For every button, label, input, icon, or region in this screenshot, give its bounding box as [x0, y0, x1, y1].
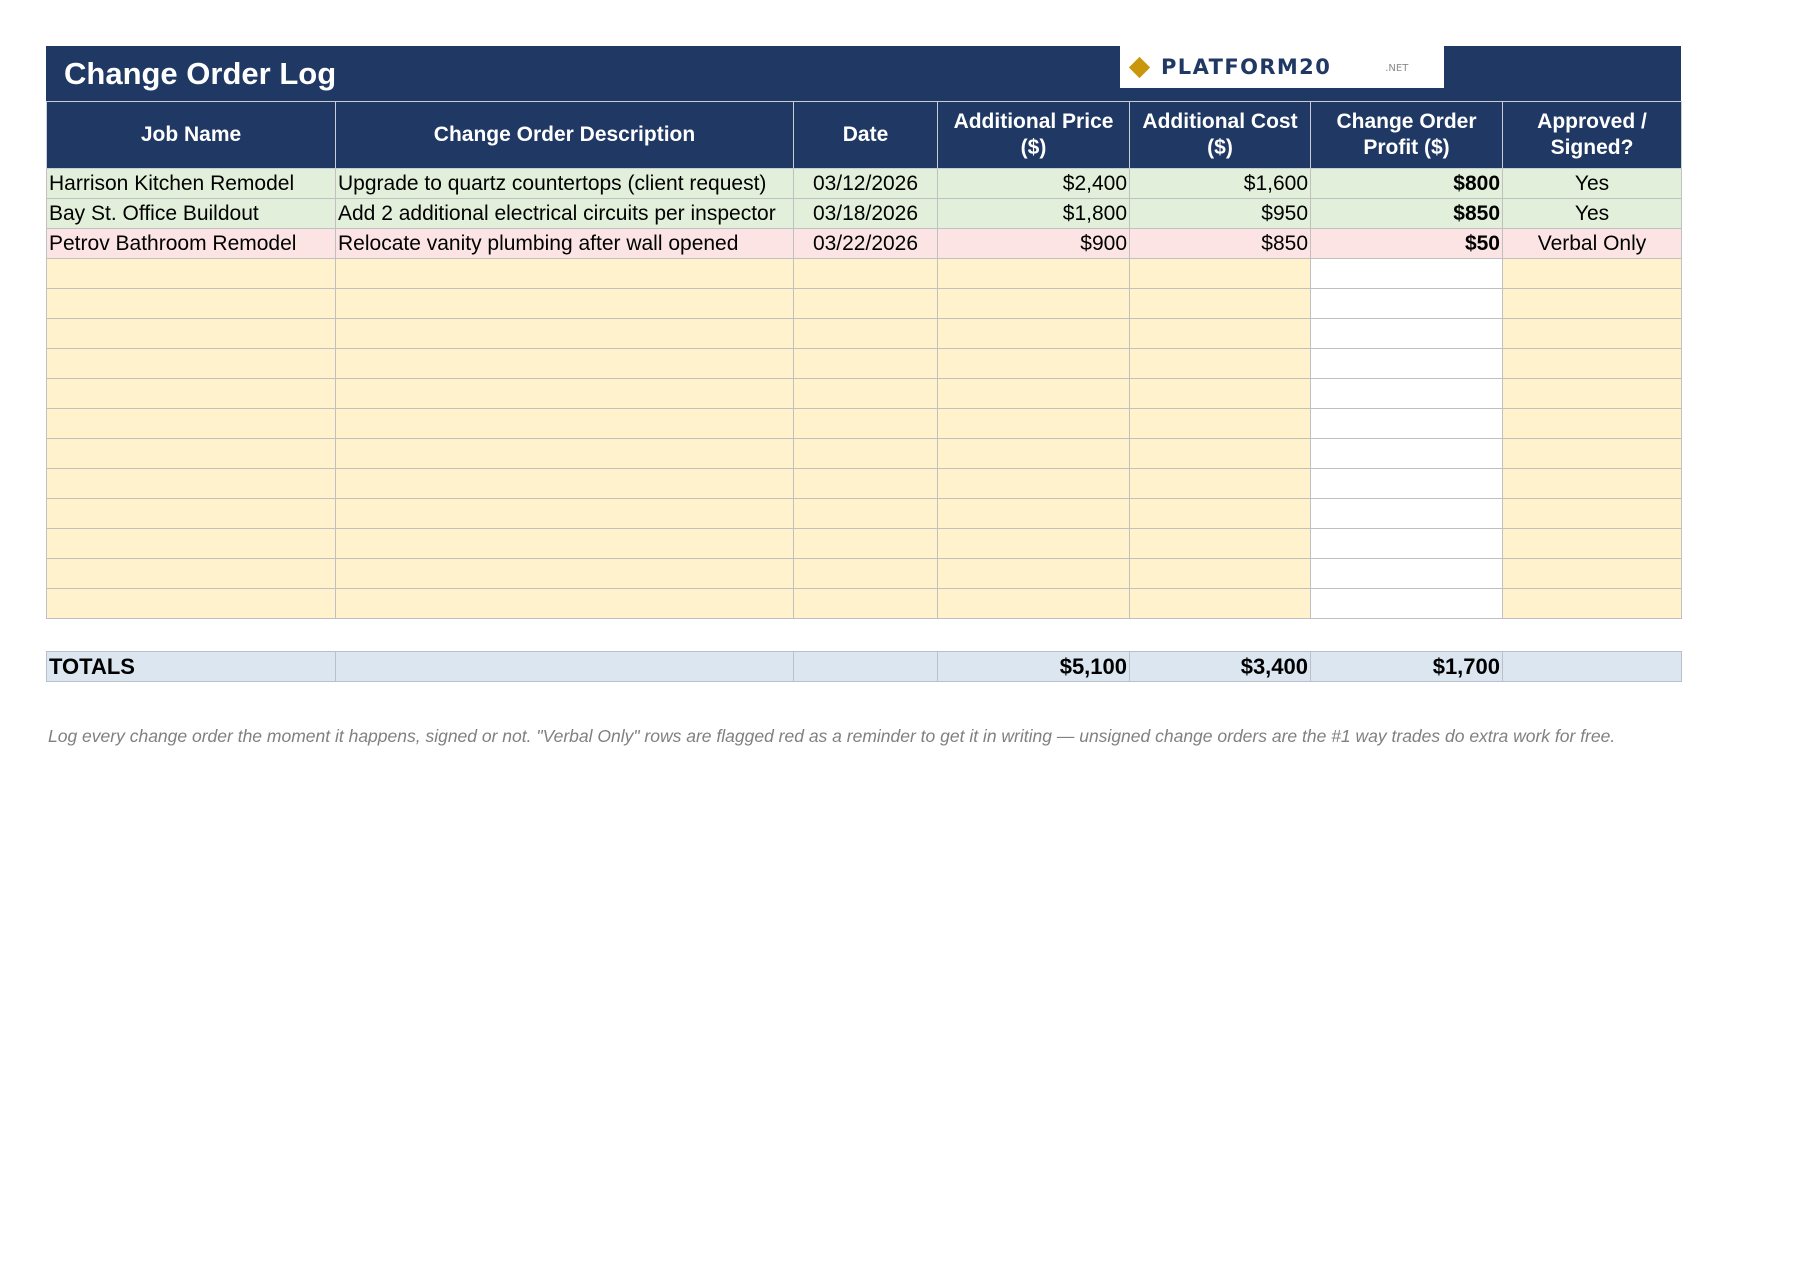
cell-approved[interactable]: [1503, 289, 1682, 319]
cell-additional-cost[interactable]: [1130, 529, 1311, 559]
cell-job-name[interactable]: Petrov Bathroom Remodel: [47, 229, 336, 259]
column-header-date: Date: [794, 102, 938, 169]
empty-table-row: [47, 379, 1682, 409]
cell-approved[interactable]: [1503, 409, 1682, 439]
change-order-sheet: [46, 46, 1681, 747]
cell-approved[interactable]: [1503, 379, 1682, 409]
cell-job-name[interactable]: [47, 529, 336, 559]
cell-description[interactable]: [336, 499, 794, 529]
cell-job-name[interactable]: [47, 499, 336, 529]
cell-additional-price[interactable]: [938, 409, 1130, 439]
cell-date[interactable]: 03/18/2026: [794, 199, 938, 229]
total-additional-cost: $3,400: [1130, 652, 1311, 682]
cell-approved[interactable]: [1503, 499, 1682, 529]
cell-additional-cost[interactable]: [1130, 409, 1311, 439]
cell-additional-price[interactable]: $1,800: [938, 199, 1130, 229]
total-profit: $1,700: [1311, 652, 1503, 682]
cell-job-name[interactable]: [47, 559, 336, 589]
cell-job-name[interactable]: [47, 289, 336, 319]
cell-job-name[interactable]: [47, 319, 336, 349]
cell-job-name[interactable]: [47, 349, 336, 379]
cell-date[interactable]: [794, 409, 938, 439]
spacer: [46, 619, 1681, 651]
cell-additional-cost[interactable]: $850: [1130, 229, 1311, 259]
change-order-table: [46, 101, 1682, 619]
cell-date[interactable]: 03/22/2026: [794, 229, 938, 259]
cell-job-name[interactable]: [47, 379, 336, 409]
cell-profit: [1311, 559, 1503, 589]
cell-additional-price[interactable]: [938, 559, 1130, 589]
total-additional-price: $5,100: [938, 652, 1130, 682]
table-row: [47, 169, 1682, 199]
cell-approved[interactable]: [1503, 319, 1682, 349]
cell-additional-price[interactable]: [938, 289, 1130, 319]
empty-table-row: [47, 409, 1682, 439]
cell-job-name[interactable]: [47, 409, 336, 439]
cell-additional-price[interactable]: [938, 529, 1130, 559]
cell-date[interactable]: [794, 529, 938, 559]
cell-profit: [1311, 259, 1503, 289]
cell-additional-cost[interactable]: [1130, 349, 1311, 379]
cell-profit: [1311, 319, 1503, 349]
cell-additional-cost[interactable]: [1130, 289, 1311, 319]
column-header-additional-price: Additional Price ($): [938, 102, 1130, 169]
cell-date[interactable]: [794, 469, 938, 499]
empty-table-row: [47, 499, 1682, 529]
cell-description[interactable]: Relocate vanity plumbing after wall opened: [336, 229, 794, 259]
page-title: Change Order Log: [64, 56, 337, 91]
cell-description[interactable]: [336, 259, 794, 289]
cell-additional-price[interactable]: [938, 349, 1130, 379]
cell-additional-price[interactable]: $2,400: [938, 169, 1130, 199]
platform20-logo: [1120, 46, 1444, 88]
logo-suffix: .NET: [1385, 62, 1409, 74]
totals-empty-cell: [336, 652, 794, 682]
column-header-approved: Approved / Signed?: [1503, 102, 1682, 169]
cell-profit: [1311, 379, 1503, 409]
cell-additional-cost[interactable]: [1130, 259, 1311, 289]
cell-date[interactable]: [794, 439, 938, 469]
cell-job-name[interactable]: [47, 439, 336, 469]
cell-description[interactable]: [336, 379, 794, 409]
cell-description[interactable]: [336, 589, 794, 619]
totals-table: [46, 651, 1682, 682]
cell-additional-cost[interactable]: [1130, 499, 1311, 529]
cell-date[interactable]: [794, 499, 938, 529]
cell-additional-price[interactable]: [938, 589, 1130, 619]
cell-date[interactable]: [794, 559, 938, 589]
cell-date[interactable]: [794, 349, 938, 379]
cell-additional-cost[interactable]: [1130, 439, 1311, 469]
column-header-job-name: Job Name: [47, 102, 336, 169]
cell-description[interactable]: [336, 469, 794, 499]
cell-profit: $50: [1311, 229, 1503, 259]
cell-approved[interactable]: [1503, 589, 1682, 619]
cell-date[interactable]: [794, 259, 938, 289]
empty-table-row: [47, 439, 1682, 469]
cell-profit: [1311, 589, 1503, 619]
logo-name: PLATFORM20: [1161, 55, 1332, 79]
title-bar: [46, 46, 1681, 101]
totals-empty-cell: [794, 652, 938, 682]
cell-additional-cost[interactable]: [1130, 319, 1311, 349]
column-header-profit: Change Order Profit ($): [1311, 102, 1503, 169]
cell-additional-price[interactable]: [938, 499, 1130, 529]
empty-table-row: [47, 319, 1682, 349]
cell-approved[interactable]: [1503, 469, 1682, 499]
cell-date[interactable]: 03/12/2026: [794, 169, 938, 199]
empty-table-row: [47, 289, 1682, 319]
cell-job-name[interactable]: [47, 469, 336, 499]
cell-description[interactable]: Add 2 additional electrical circuits per inspector: [336, 199, 794, 229]
cell-approved[interactable]: [1503, 349, 1682, 379]
cell-profit: [1311, 439, 1503, 469]
column-header-description: Change Order Description: [336, 102, 794, 169]
cell-approved[interactable]: [1503, 259, 1682, 289]
footer-note: Log every change order the moment it happens, signed or not. "Verbal Only" rows are flagged red as a reminder to get it in writing — unsigned change orders are the #1 way trades do extra work for free.: [48, 726, 1616, 746]
empty-table-row: [47, 529, 1682, 559]
cell-date[interactable]: [794, 289, 938, 319]
cell-additional-price[interactable]: [938, 319, 1130, 349]
cell-approved[interactable]: Yes: [1503, 199, 1682, 229]
cell-description[interactable]: [336, 289, 794, 319]
cell-additional-cost[interactable]: [1130, 379, 1311, 409]
cell-description[interactable]: [336, 559, 794, 589]
cell-additional-price[interactable]: [938, 439, 1130, 469]
cell-additional-cost[interactable]: [1130, 589, 1311, 619]
cell-approved[interactable]: [1503, 439, 1682, 469]
cell-job-name[interactable]: [47, 589, 336, 619]
table-row: [47, 199, 1682, 229]
cell-job-name[interactable]: Bay St. Office Buildout: [47, 199, 336, 229]
cell-profit: $800: [1311, 169, 1503, 199]
column-header-additional-cost: Additional Cost ($): [1130, 102, 1311, 169]
cell-additional-price[interactable]: [938, 469, 1130, 499]
totals-empty-cell: [1503, 652, 1682, 682]
cell-profit: [1311, 469, 1503, 499]
diamond-icon: [1129, 56, 1150, 77]
cell-additional-cost[interactable]: [1130, 469, 1311, 499]
cell-date[interactable]: [794, 589, 938, 619]
cell-date[interactable]: [794, 319, 938, 349]
cell-description[interactable]: [336, 349, 794, 379]
cell-profit: [1311, 349, 1503, 379]
totals-row: [47, 652, 1682, 682]
cell-additional-price[interactable]: $900: [938, 229, 1130, 259]
empty-table-row: [47, 469, 1682, 499]
cell-job-name[interactable]: [47, 259, 336, 289]
cell-profit: [1311, 499, 1503, 529]
cell-description[interactable]: [336, 529, 794, 559]
cell-profit: [1311, 289, 1503, 319]
table-row: [47, 229, 1682, 259]
empty-table-row: [47, 589, 1682, 619]
totals-label: TOTALS: [47, 652, 336, 682]
cell-description[interactable]: [336, 409, 794, 439]
cell-approved[interactable]: Verbal Only: [1503, 229, 1682, 259]
empty-table-row: [47, 559, 1682, 589]
cell-profit: [1311, 409, 1503, 439]
cell-approved[interactable]: Yes: [1503, 169, 1682, 199]
cell-description[interactable]: Upgrade to quartz countertops (client request): [336, 169, 794, 199]
cell-additional-price[interactable]: [938, 379, 1130, 409]
cell-profit: $850: [1311, 199, 1503, 229]
cell-additional-cost[interactable]: $950: [1130, 199, 1311, 229]
cell-additional-cost[interactable]: [1130, 559, 1311, 589]
cell-approved[interactable]: [1503, 529, 1682, 559]
cell-profit: [1311, 529, 1503, 559]
cell-job-name[interactable]: Harrison Kitchen Remodel: [47, 169, 336, 199]
header-row: [47, 102, 1682, 169]
cell-date[interactable]: [794, 379, 938, 409]
empty-table-row: [47, 259, 1682, 289]
cell-approved[interactable]: [1503, 559, 1682, 589]
cell-description[interactable]: [336, 439, 794, 469]
cell-additional-cost[interactable]: $1,600: [1130, 169, 1311, 199]
cell-description[interactable]: [336, 319, 794, 349]
empty-table-row: [47, 349, 1682, 379]
cell-additional-price[interactable]: [938, 259, 1130, 289]
